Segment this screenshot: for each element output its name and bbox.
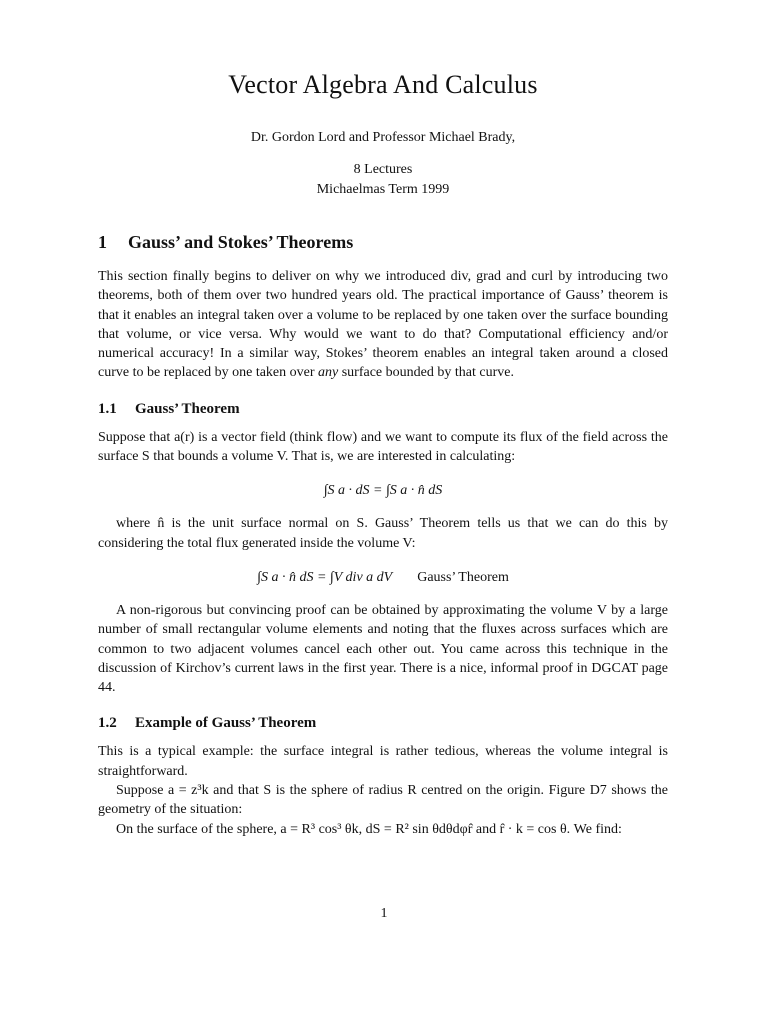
section-1-2-title: Example of Gauss’ Theorem	[135, 715, 317, 732]
section-1-1-heading	[98, 401, 668, 418]
section-1-1-paragraph-3: A non-rigorous but convincing proof can be obtained by approximating the volume V by a large number of small rectangular volume elements and noting that the fluxes across surfaces which are common to two adjacent volumes cancel each other out. You came across this technique in the discussion of Kirchov’s current laws in the first year. There is a nice, informal proof in DGCAT page 44.	[98, 602, 668, 696]
equation-gauss-label: Gauss’ Theorem	[417, 569, 509, 585]
equation-gauss-text: ∫S a · n̂ dS = ∫V div a dV	[257, 569, 393, 585]
section-1-1-paragraph-1: Suppose that a(r) is a vector field (think flow) and we want to compute its flux of the field across the surface S that bounds a volume V. That is, we are interested in calculating:	[98, 429, 668, 465]
equation-flux-text: ∫S a · dS = ∫S a · n̂ dS	[323, 483, 443, 499]
section-1-text-a: This section finally begins to deliver on why we introduced div, grad and curl by introducing two theorems, both of them over two hundred years old. The practical importance of Gauss’ theorem is that it enables an integral taken over a volume to be replaced by one taken over the surface bounding that volume, or vice versa. Why would we want to do that? Computational efficiency and/or numerical accuracy! In a similar way, Stokes’ theorem enables an integral taken around a closed curve to be replaced by one taken over	[98, 269, 668, 381]
section-1-1-title: Gauss’ Theorem	[135, 400, 240, 417]
term-line: Michaelmas Term 1999	[316, 182, 450, 197]
section-1-1-paragraph-2: where n̂ is the unit surface normal on S. Gauss’ Theorem tells us that we can do this by considering the total flux generated inside the volume V:	[98, 516, 668, 551]
equation-gauss	[98, 563, 668, 593]
page-number: 1	[380, 906, 388, 921]
section-1-emphasis: any	[318, 365, 339, 381]
section-1-2-paragraph-3: On the surface of the sphere, a = R³ cos³ θk, dS = R² sin θdθdφr̂ and r̂ · k = cos θ. We find:	[116, 821, 622, 837]
section-1-1-number: 1.1	[98, 400, 117, 417]
section-1-text-b: surface bounded by that curve.	[338, 365, 514, 381]
document-title: Vector Algebra And Calculus	[228, 70, 538, 99]
section-1-2-paragraph-1: This is a typical example: the surface integral is rather tedious, whereas the volume integral is straightforward.	[98, 744, 668, 779]
document-authors: Dr. Gordon Lord and Professor Michael Brady,	[250, 130, 516, 145]
document-meta	[98, 160, 668, 200]
section-1-2-heading	[98, 715, 668, 732]
section-1-title: Gauss’ and Stokes’ Theorems	[128, 232, 354, 252]
lectures-line: 8 Lectures	[353, 162, 413, 177]
equation-flux	[98, 476, 668, 506]
section-1-2-number: 1.2	[98, 715, 117, 732]
section-1-2-paragraph-2: Suppose a = z³k and that S is the sphere of radius R centred on the origin. Figure D7 shows the geometry of the situation:	[98, 783, 668, 818]
section-1-number: 1	[98, 232, 107, 252]
section-1-paragraph	[98, 267, 668, 383]
section-1-heading	[98, 232, 668, 253]
